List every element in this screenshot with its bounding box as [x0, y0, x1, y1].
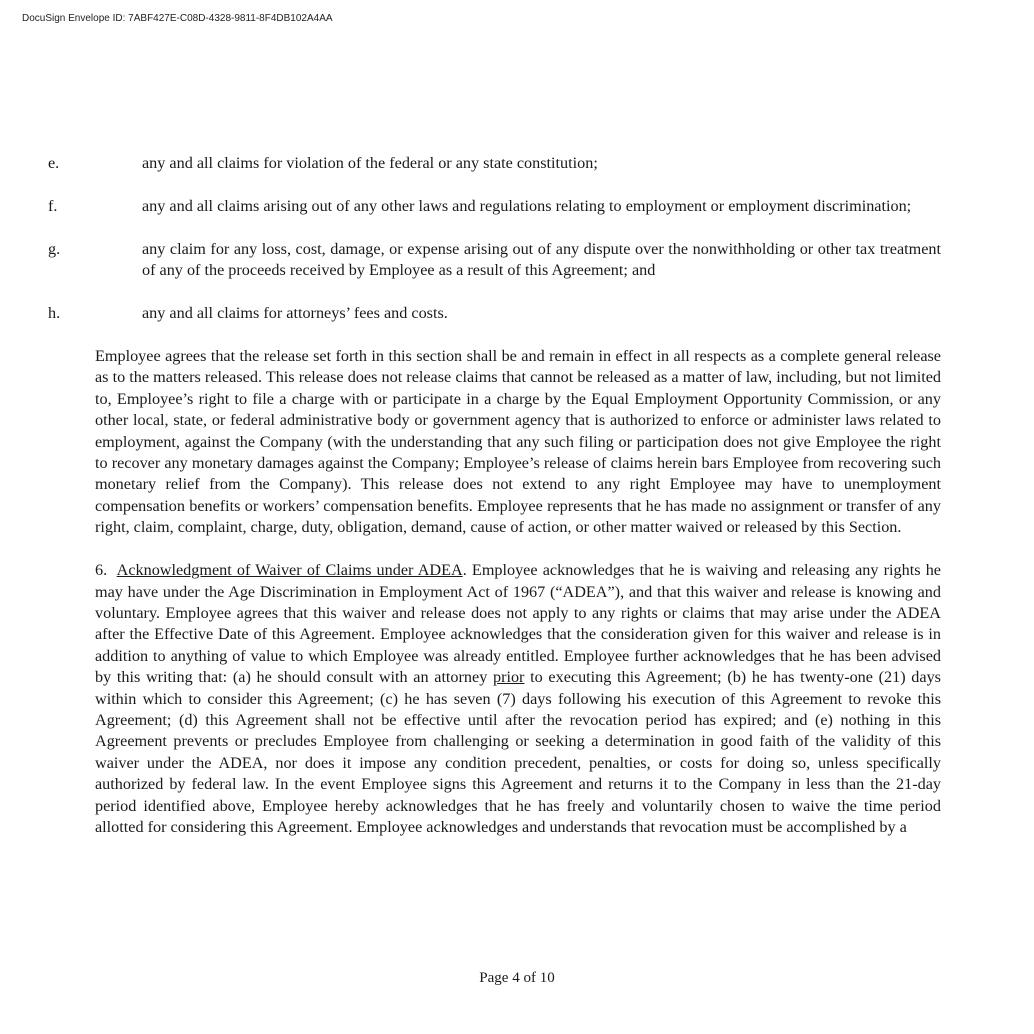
list-marker: g.	[48, 239, 61, 258]
docusign-envelope-id: DocuSign Envelope ID: 7ABF427E-C08D-4328-9811-8F4DB102A4AA	[22, 13, 333, 24]
list-marker: e.	[48, 154, 60, 172]
list-item-f	[48, 196, 941, 217]
list-item-h	[48, 303, 941, 324]
list-item-e	[48, 153, 941, 174]
list-item-text: any and all claims for violation of the federal or any state constitution;	[142, 154, 598, 172]
list-marker: f.	[48, 196, 58, 215]
list-item-g	[48, 239, 941, 282]
section-text-part1: . Employee acknowledges that he is waiving and releasing any rights he may have under the Age Discrimination in Employment Act of 1967 (“ADEA”), and that this waiver and release is knowing and voluntary. Employee agrees that this waiver and release does not apply to any rights or claims that may arise under the ADEA after the Effective Date of this Agreement. Employee acknowledges that the consideration given for this waiver and release is in addition to anything of value to which Employee was already entitled. Employee further acknowledges that he has been advised by this writing that: (a) he should consult with an attorney	[95, 561, 941, 687]
document-body	[48, 153, 941, 860]
section-text-part2: to executing this Agreement; (b) he has twenty-one (21) days within which to consider this Agreement; (c) he has seven (7) days following his execution of this Agreement to revoke this Agreement; (d) this Agreement shall not be effective until after the revocation period has expired; and (e) nothing in this Agreement prevents or precludes Employee from challenging or seeking a determination in good faith of the validity of this waiver under the ADEA, nor does it impose any condition precedent, penalties, or costs for doing so, unless specifically authorized by federal law. In the event Employee signs this Agreement and returns it to the Company in less than the 21-day period identified above, Employee hereby acknowledges that he has freely and voluntarily chosen to waive the time period allotted for considering this Agreement. Employee acknowledges and understands that revocation must be accomplished by a	[95, 668, 941, 837]
page-number: Page 4 of 10	[479, 970, 555, 986]
section-number: 6.	[95, 561, 108, 580]
list-item-text: any and all claims for attorneys’ fees and costs.	[142, 304, 448, 323]
list-item-text: any claim for any loss, cost, damage, or expense arising out of any dispute over the nonwithholding or other tax treatment of any of the proceeds received by Employee as a result of this Agreement; and	[142, 239, 941, 280]
emphasis-prior: prior	[492, 668, 525, 687]
list-item-text: any and all claims arising out of any other laws and regulations relating to employment or employment discrimination;	[142, 196, 912, 215]
section-heading: Acknowledgment of Waiver of Claims under ADEA	[116, 561, 463, 580]
section-6-paragraph	[95, 560, 941, 838]
list-marker: h.	[48, 304, 61, 323]
release-paragraph: Employee agrees that the release set forth in this section shall be and remain in effect in all respects as a complete general release as to the matters released. This release does not release claims that cannot be released as a matter of law, including, but not limited to, Employee’s right to file a charge with or participate in a charge by the Equal Employment Opportunity Commission, or any other local, state, or federal administrative body or government agency that is authorized to enforce or administer laws related to employment, against the Company (with the understanding that any such filing or participation does not give Employee the right to recover any monetary damages against the Company; Employee’s release of claims herein bars Employee from recovering such monetary relief from the Company). This release does not extend to any right Employee may have to unemployment compensation benefits or workers’ compensation benefits. Employee represents that he has made no assignment or transfer of any right, claim, complaint, charge, duty, obligation, demand, cause of action, or other matter waived or released by this Section.	[95, 347, 941, 537]
